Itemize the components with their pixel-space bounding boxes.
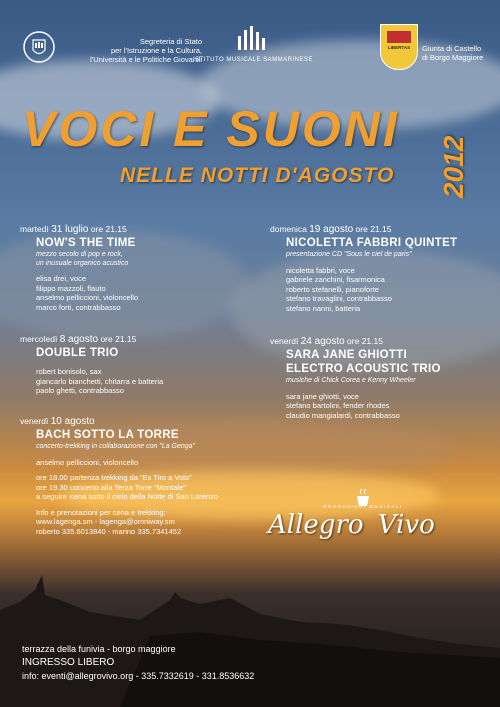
san-marino-coat-of-arms-icon xyxy=(22,30,56,64)
venue-text: terrazza della funivia - borgo maggiore xyxy=(22,644,176,654)
event-nicoletta-fabbri-quintet xyxy=(270,224,490,313)
producer-name-right: Vivo xyxy=(377,510,435,540)
performer: stefano nanni, batteria xyxy=(286,303,361,313)
performer: marco forti, contrabbasso xyxy=(36,302,121,312)
performer: giancarlo bianchetti, chitarra e batteria xyxy=(36,376,164,386)
year-text: 2012 xyxy=(438,135,469,198)
producer-name xyxy=(268,510,435,540)
event-subtitle: presentazione CD "Sous le ciel de paris" xyxy=(286,251,412,258)
right-org-line: di Borgo Maggiore xyxy=(422,53,484,62)
event-title: ELECTRO ACOUSTIC TRIO xyxy=(286,363,441,375)
event-title: NICOLETTA FABBRI QUINTET xyxy=(286,237,458,249)
festival-year xyxy=(438,118,478,198)
performer: filippo mazzoli, flauto xyxy=(36,283,106,293)
music-institute-name: ISTITUTO MUSICALE SAMMARINESE xyxy=(192,57,314,63)
booking-info: Info e prenotazioni per cena e trekking: xyxy=(36,507,166,517)
schedule-row: ore 18.00 partenza trekking da "Ex Tiro a Volo" xyxy=(36,473,192,482)
schedule-row: a seguire cena sotto il cielo della Notte di San Lorenzo xyxy=(36,492,219,501)
left-org-line: per l'Istruzione e la Cultura, xyxy=(110,46,202,55)
event-now-s-the-time xyxy=(20,224,250,312)
performer: roberto stefanelli, pianoforte xyxy=(286,284,379,294)
performer: paolo ghetti, contrabbasso xyxy=(36,386,124,395)
performer: nicoletta fabbri, voce xyxy=(286,265,355,275)
producer-name-left: Allegro xyxy=(268,510,364,540)
event-date: venerdì 24 agosto ore 21.15 xyxy=(270,336,383,347)
event-date: domenica 19 agosto ore 21.15 xyxy=(270,224,392,235)
right-org-text xyxy=(422,44,498,62)
performer: stefano bartolini, fender rhodes xyxy=(286,401,390,410)
right-org-line: Giunta di Castello xyxy=(422,44,482,53)
left-org-text xyxy=(62,37,202,64)
borgo-maggiore-crest-icon xyxy=(380,24,418,70)
producer-tagline: PRODUZIONI MUSICALI xyxy=(323,504,403,509)
event-subtitle: mezzo secolo di pop e rock, xyxy=(36,251,123,258)
festival-title: VOCI E SUONI xyxy=(22,101,400,157)
performer: anselmo pelliccioni, violoncello xyxy=(36,457,139,467)
booking-info: www.lagenga.sm - lagenga@omniway.sm xyxy=(36,517,175,526)
event-subtitle: musiche di Chick Corea e Kenny Wheeler xyxy=(286,377,416,384)
left-org-line: l'Università e le Politiche Giovanili xyxy=(90,55,202,64)
contact-info: info: eventi@allegrovivo.org - 335.7332619 - 331.8536632 xyxy=(22,671,255,681)
event-bach-sotto-la-torre xyxy=(20,416,270,536)
allegro-vivo-logo xyxy=(268,488,448,548)
hill-silhouette xyxy=(0,540,500,707)
event-double-trio xyxy=(20,334,250,396)
organ-pipes-logo-icon xyxy=(236,26,268,50)
event-subtitle: concerto-trekking in collaborazione con "La Genga" xyxy=(36,443,196,450)
event-date: venerdì 10 agosto xyxy=(20,416,95,427)
left-org-line: Segreteria di Stato xyxy=(139,37,202,46)
event-subtitle: un inusuale organico acustico xyxy=(36,259,129,267)
schedule-row: ore 19.30 concerto alla Terza Torre "Montale" xyxy=(36,482,186,492)
performer: gabriele zanchini, fisarmonica xyxy=(286,275,385,284)
performer: anselmo pelliccioni, violoncello xyxy=(36,293,139,302)
event-sara-jane-ghiotti xyxy=(270,336,490,420)
booking-info: roberto 335.6013840 - marino 335.7341452 xyxy=(36,526,182,536)
performer: sara jane ghiotti, voce xyxy=(286,391,359,401)
banner-text: LIBERTAS xyxy=(387,45,411,50)
performer: stefano travaglini, contrabbasso xyxy=(286,294,392,303)
free-entry-text: INGRESSO LIBERO xyxy=(22,657,115,668)
event-date: martedì 31 luglio ore 21.15 xyxy=(20,224,127,235)
performer: elisa drei, voce xyxy=(36,274,87,283)
event-title: NOW'S THE TIME xyxy=(36,237,136,249)
event-title: BACH SOTTO LA TORRE xyxy=(36,429,179,441)
event-title: SARA JANE GHIOTTI xyxy=(286,349,407,361)
festival-subtitle: NELLE NOTTI D'AGOSTO xyxy=(120,164,395,187)
performer: robert bonisolo, sax xyxy=(36,367,102,376)
event-date: mercoledì 8 agosto ore 21.15 xyxy=(20,334,137,345)
performer: claudio mangialardi, contrabbasso xyxy=(286,410,400,420)
event-title: DOUBLE TRIO xyxy=(36,347,119,359)
